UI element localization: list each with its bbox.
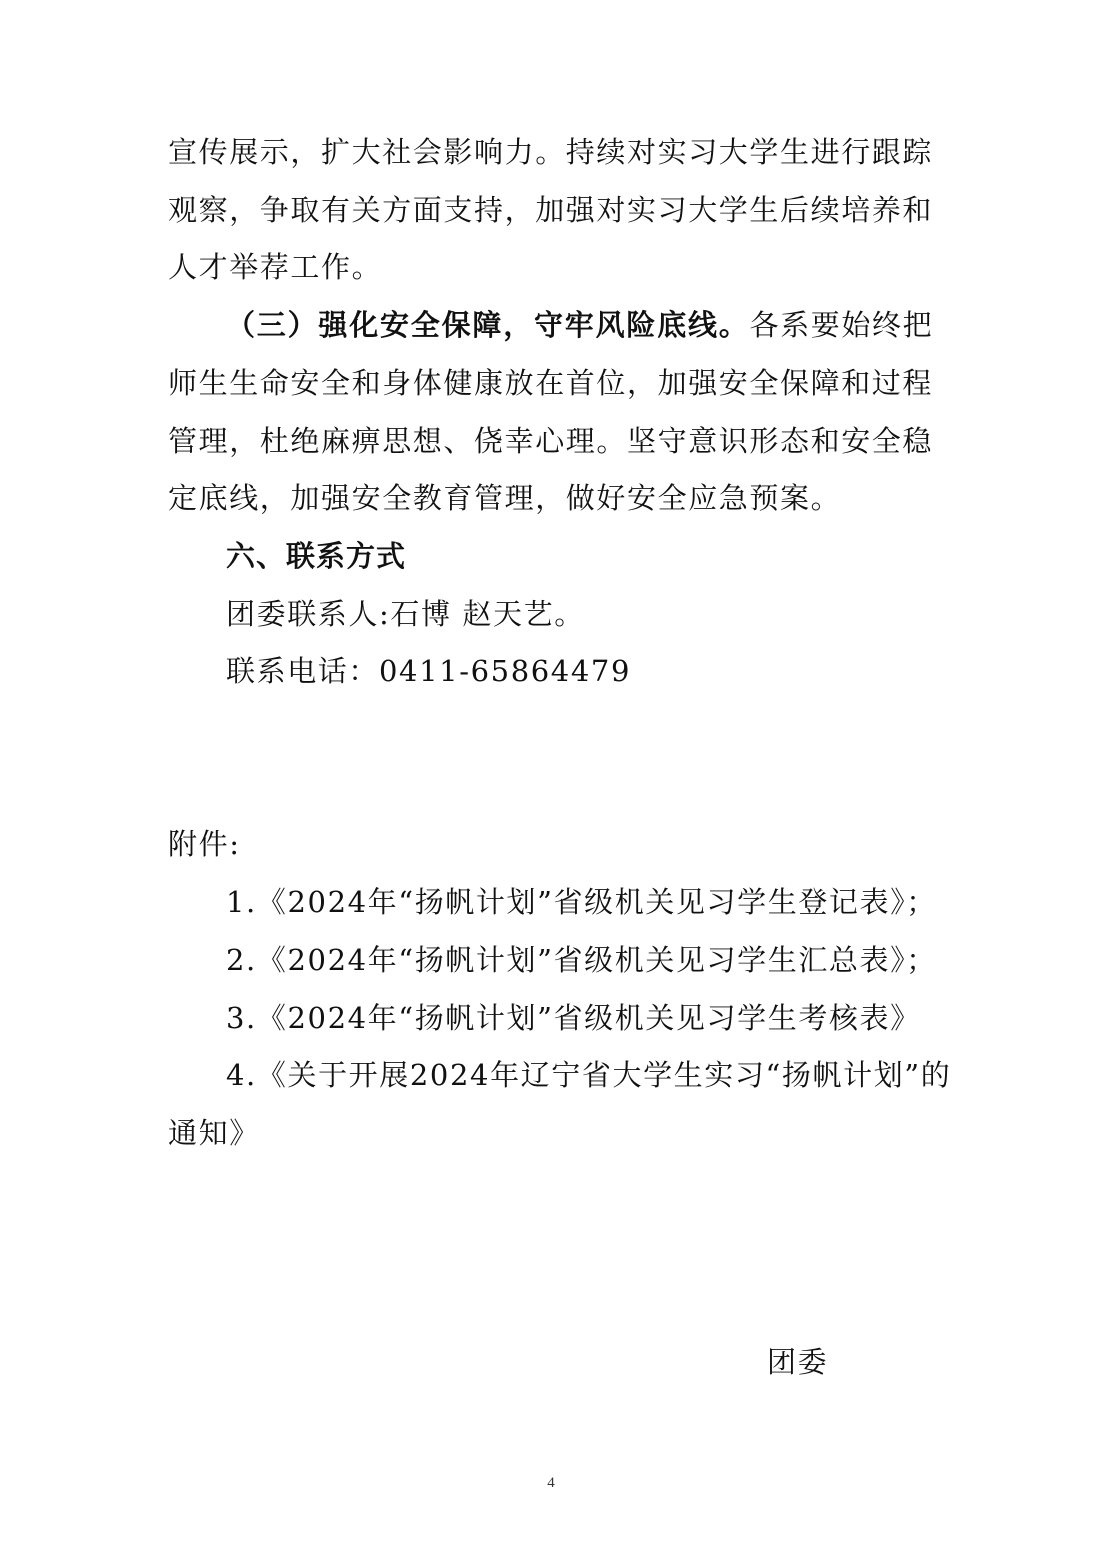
paragraph-line: 人才举荐工作。 [168,250,383,284]
attachment-item: 3.《2024年“扬帆计划”省级机关见习学生考核表》 [226,1001,921,1035]
signature: 团委 [767,1345,829,1379]
paragraph-line: 宣传展示，扩大社会影响力。持续对实习大学生进行跟踪 [168,135,934,169]
attachments-label: 附件: [168,827,241,861]
attachment-item: 4.《关于开展2024年辽宁省大学生实习“扬帆计划”的 [226,1058,952,1092]
paragraph-line: 管理，杜绝麻痹思想、侥幸心理。坚守意识形态和安全稳 [168,424,934,458]
contact-person: 团委联系人:石博 赵天艺。 [226,597,585,631]
paragraph-line: 观察，争取有关方面支持，加强对实习大学生后续培养和 [168,193,934,227]
section-heading: 六、联系方式 [226,539,407,573]
paragraph-line: 定底线，加强安全教育管理，做好安全应急预案。 [168,481,842,515]
contact-phone: 联系电话：0411-65864479 [226,654,632,688]
section-three-text: 各系要始终把 [749,308,934,342]
attachment-item: 2.《2024年“扬帆计划”省级机关见习学生汇总表》； [226,943,937,977]
section-three-heading: （三）强化安全保障，守牢风险底线。 [226,308,750,342]
page-number: 4 [547,1475,555,1491]
attachment-item-continuation: 通知》 [168,1116,260,1150]
paragraph-line: 师生生命安全和身体健康放在首位，加强安全保障和过程 [168,366,934,400]
attachment-item: 1.《2024年“扬帆计划”省级机关见习学生登记表》； [226,885,937,919]
section-three-line [226,305,986,345]
